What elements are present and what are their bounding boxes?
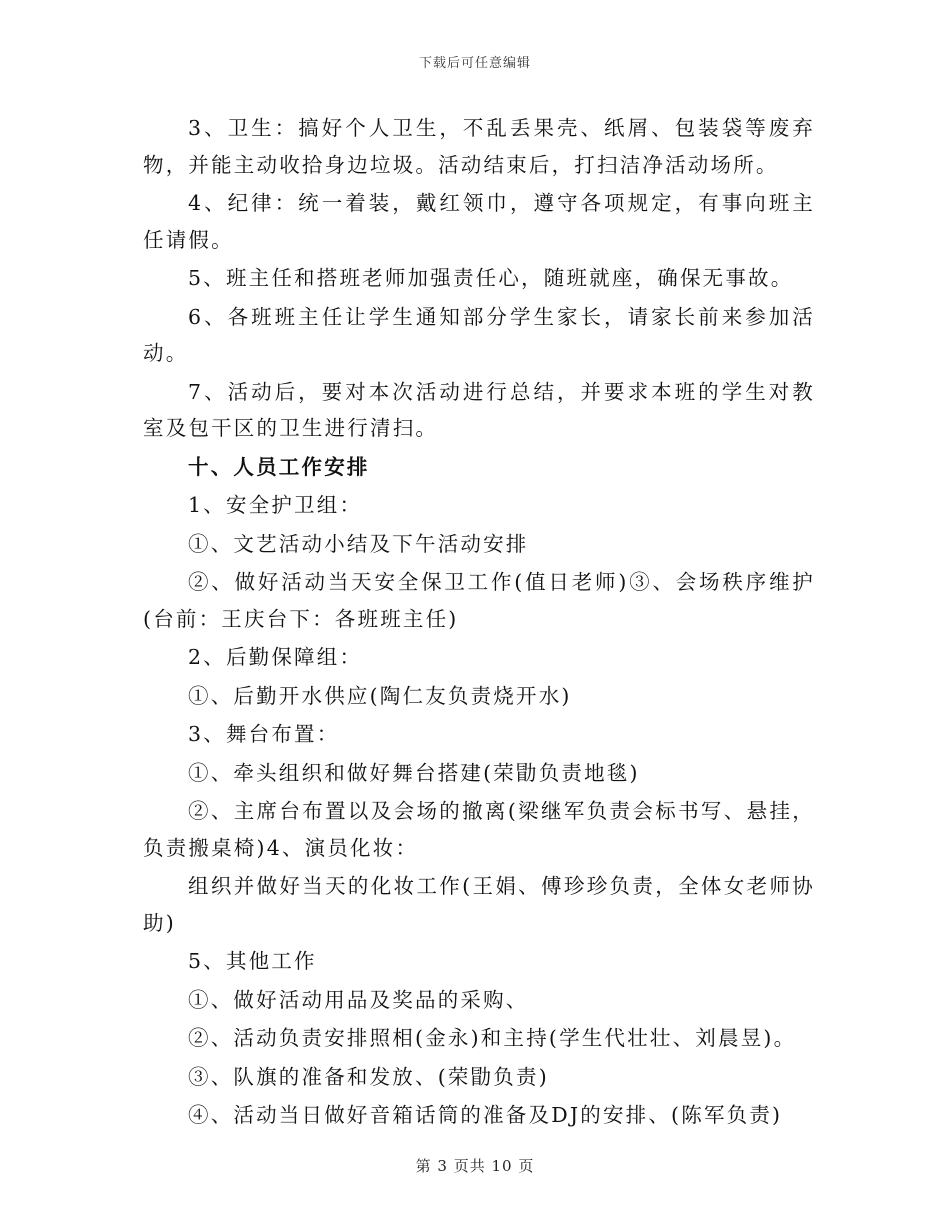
paragraph-teacher-duty: 5、班主任和搭班老师加强责任心，随班就座，确保无事故。: [188, 266, 794, 290]
paragraph-hygiene: 3、卫生：搞好个人卫生，不乱丢果壳、纸屑、包装袋等废弃物，并能主动收拾身边垃圾。活动结束后，打扫洁净活动场所。: [143, 116, 815, 177]
paragraph-security-item-2: ②、做好活动当天安全保卫工作(值日老师)③、会场秩序维护(台前：王庆台下：各班班主任): [143, 570, 815, 631]
paragraph-stage-item-2: ②、主席台布置以及会场的撤离(梁继军负责会标书写、悬挂，负责搬桌椅)4、演员化妆：: [143, 799, 815, 860]
paragraph-logistics-group: 2、后勤保障组：: [188, 645, 363, 669]
paragraph-stage-group: 3、舞台布置：: [188, 722, 340, 746]
paragraph-makeup: 组织并做好当天的化妆工作(王娟、傅珍珍负责，全体女老师协助): [143, 874, 815, 935]
paragraph-summary: 7、活动后，要对本次活动进行总结，并要求本班的学生对教室及包干区的卫生进行清扫。: [143, 379, 815, 440]
paragraph-security-group: 1、安全护卫组：: [188, 493, 363, 517]
page-number: 第 3 页共 10 页: [415, 1157, 535, 1175]
paragraph-other-work: 5、其他工作: [188, 949, 317, 973]
paragraph-discipline: 4、纪律：统一着装，戴红领巾，遵守各项规定，有事向班主任请假。: [143, 191, 815, 252]
paragraph-stage-item-1: ①、牵头组织和做好舞台搭建(荣勖负责地毯): [188, 760, 640, 785]
section-heading-staff: 十、人员工作安排: [188, 454, 370, 479]
paragraph-other-item-1: ①、做好活动用品及奖品的采购、: [188, 987, 529, 1012]
paragraph-other-item-4: ④、活动当日做好音箱话筒的准备及DJ的安排、(陈军负责): [188, 1103, 783, 1127]
paragraph-other-item-2: ②、活动负责安排照相(金永)和主持(学生代壮壮、刘晨昱)。: [188, 1026, 797, 1050]
document-body: [143, 110, 815, 1136]
paragraph-parent-notice: 6、各班班主任让学生通知部分学生家长，请家长前来参加活动。: [143, 304, 815, 365]
page-header: 下载后可任意编辑: [418, 56, 531, 71]
paragraph-other-item-3: ③、队旗的准备和发放、(荣勖负责): [188, 1064, 549, 1089]
paragraph-security-item-1: ①、文艺活动小结及下午活动安排: [188, 531, 529, 556]
paragraph-logistics-item-1: ①、后勤开水供应(陶仁友负责烧开水): [188, 683, 572, 708]
